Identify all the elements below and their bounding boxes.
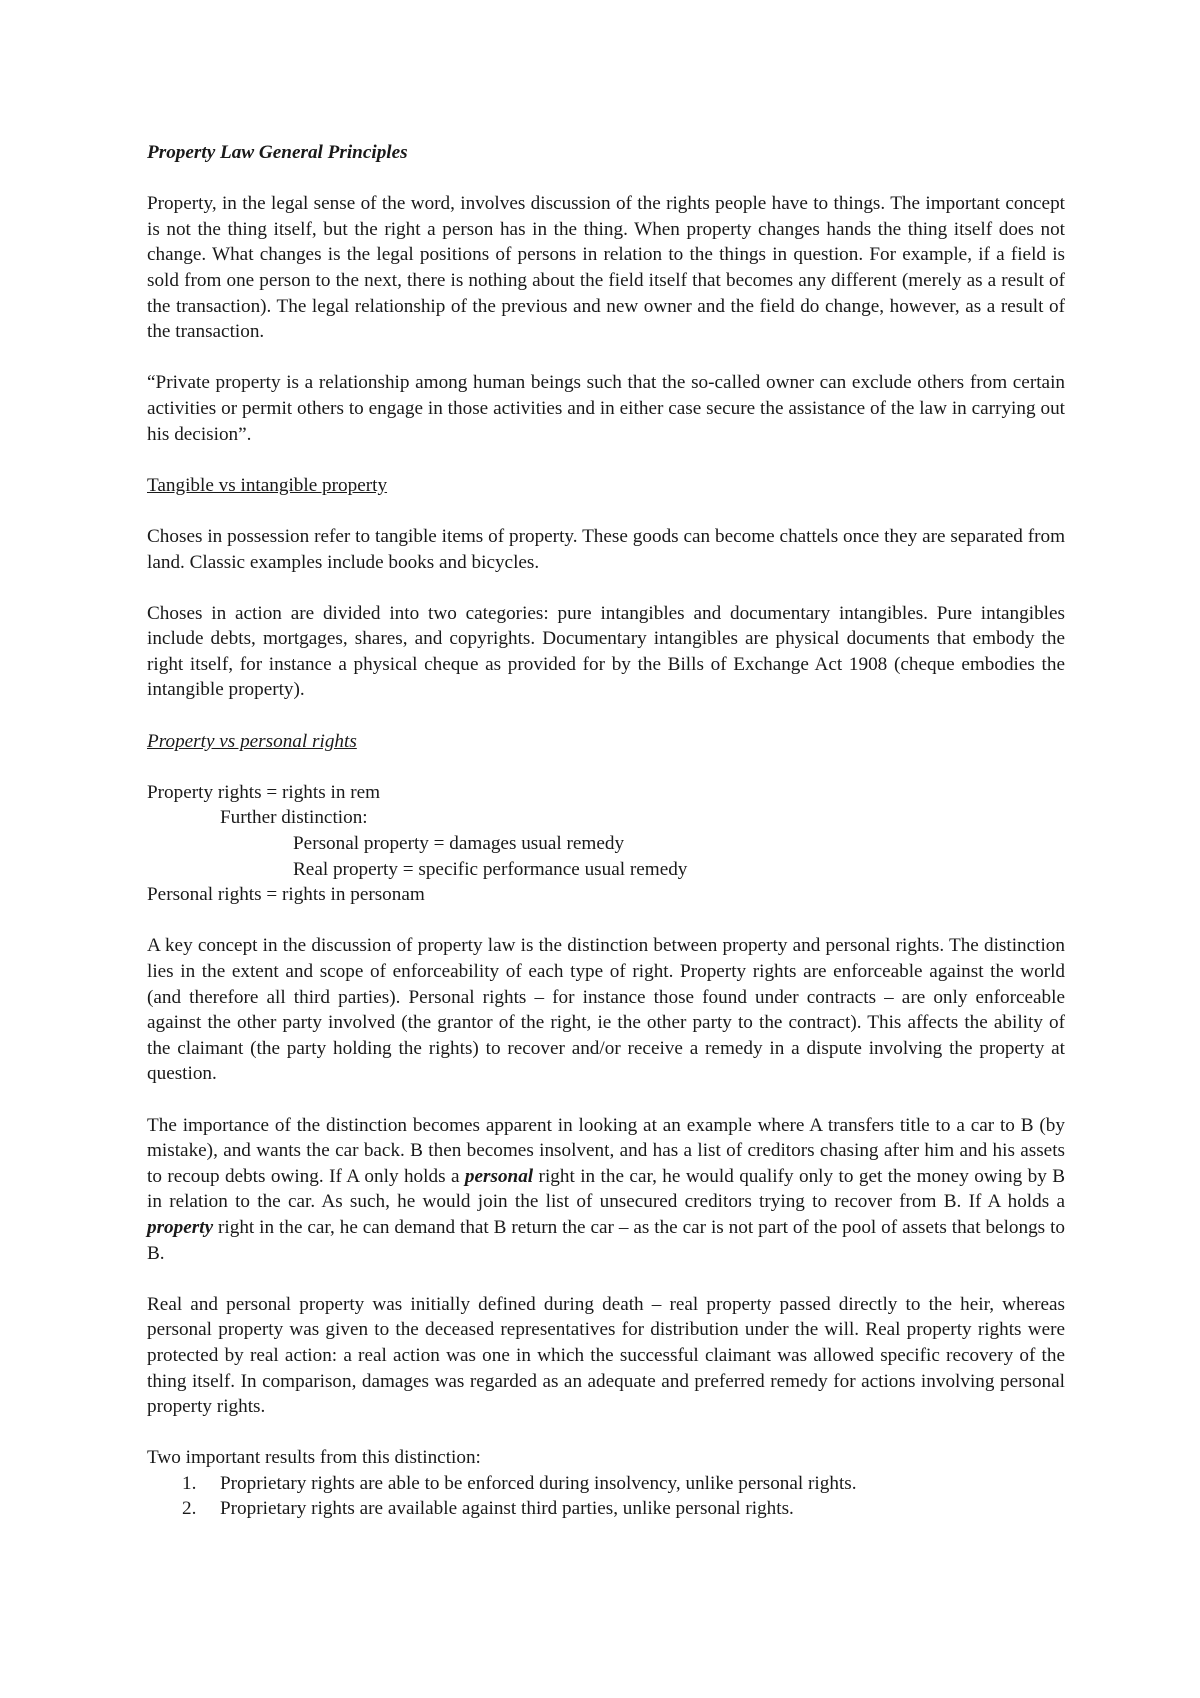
- list-item: [147, 1471, 1065, 1497]
- outline-personal-rights: Personal rights = rights in personam: [147, 884, 425, 906]
- emphasis-personal: personal: [464, 1165, 534, 1187]
- heading-property-vs-personal-rights: Property vs personal rights: [147, 730, 357, 752]
- paragraph-property-definition: Property, in the legal sense of the word, involves discussion of the rights people have to things. The important concept is not the thing itself, but the right a person has in the thing. When property changes hands the thing itself does not change. What changes is the legal positions of persons in relation to the things in question. For example, if a field is sold from one person to the next, there is nothing about the field itself that becomes any different (merely as a result of the transaction). The legal relationship of the previous and new owner and the field do change, however, as a result of the transaction.: [147, 193, 1065, 343]
- outline-personal-property: Personal property = damages usual remedy: [293, 833, 625, 855]
- outline-property-rights: Property rights = rights in rem: [147, 781, 381, 803]
- outline-further-distinction: Further distinction:: [220, 807, 368, 829]
- paragraph-real-and-personal: Real and personal property was initially defined during death – real property passed directly to the heir, whereas personal property was given to the deceased representatives for distribution under the will. Real property rights were protected by real action: a real action was one in which the successful claimant was allowed specific recovery of the thing itself. In comparison, damages was regarded as an adequate and preferred remedy for actions involving personal property rights.: [147, 1293, 1065, 1418]
- document-page: [147, 140, 1065, 1522]
- list-item: [147, 1496, 1065, 1522]
- list-text: Proprietary rights are available against third parties, unlike personal rights.: [220, 1498, 794, 1520]
- paragraph-private-property-quote: “Private property is a relationship among human beings such that the so-called owner can exclude others from certain activities or permit others to engage in those activities and in either case secure the assistance of the law in carrying out his decision”.: [147, 372, 1065, 445]
- example-text-2: right in the car, he would qualify only to get the money owing by B in relation to the car. As such, he would join the list of unsecured creditors trying to recover from B. If A holds a: [147, 1165, 1066, 1213]
- outline-real-property: Real property = specific performance usual remedy: [293, 858, 688, 880]
- emphasis-property: property: [147, 1216, 214, 1238]
- results-list: [147, 1471, 1065, 1522]
- paragraph-choses-in-action: Choses in action are divided into two categories: pure intangibles and documentary intangibles. Pure intangibles include debts, mortgages, shares, and copyrights. Documentary intangibles are physical documents that embody the right itself, for instance a physical cheque as provided for by the Bills of Exchange Act 1908 (cheque embodies the intangible property).: [147, 602, 1065, 701]
- document-title: Property Law General Principles: [147, 142, 408, 163]
- paragraph-choses-in-possession: Choses in possession refer to tangible items of property. These goods can become chattels once they are separated from land. Classic examples include books and bicycles.: [147, 525, 1065, 573]
- list-number: 1.: [182, 1472, 197, 1494]
- paragraph-importance-example: [147, 1113, 1065, 1267]
- paragraph-key-concept: A key concept in the discussion of property law is the distinction between property and personal rights. The distinction lies in the extent and scope of enforceability of each type of right. Property rights are enforceable against the world (and therefore all third parties). Personal rights – for instance those found under contracts – are only enforceable against the other party involved (the grantor of the right, ie the other party to the contract). This affects the ability of the claimant (the party holding the rights) to recover and/or receive a remedy in a dispute involving the property at question.: [147, 935, 1065, 1085]
- rights-outline: [147, 780, 1065, 908]
- heading-tangible-vs-intangible: Tangible vs intangible property: [147, 474, 388, 496]
- example-text-1: The importance of the distinction becomes apparent in looking at an example where A transfers title to a car to B (by mistake), and wants the car back. B then becomes insolvent, and has a list of creditors chasing after him and his assets to recoup debts owing. If A only holds a: [147, 1114, 1065, 1187]
- example-text-3: right in the car, he can demand that B return the car – as the car is not part of the pool of assets that belongs to B.: [147, 1216, 1065, 1264]
- list-intro: Two important results from this distinction:: [147, 1447, 481, 1469]
- list-number: 2.: [182, 1498, 197, 1520]
- list-text: Proprietary rights are able to be enforced during insolvency, unlike personal rights.: [220, 1472, 857, 1494]
